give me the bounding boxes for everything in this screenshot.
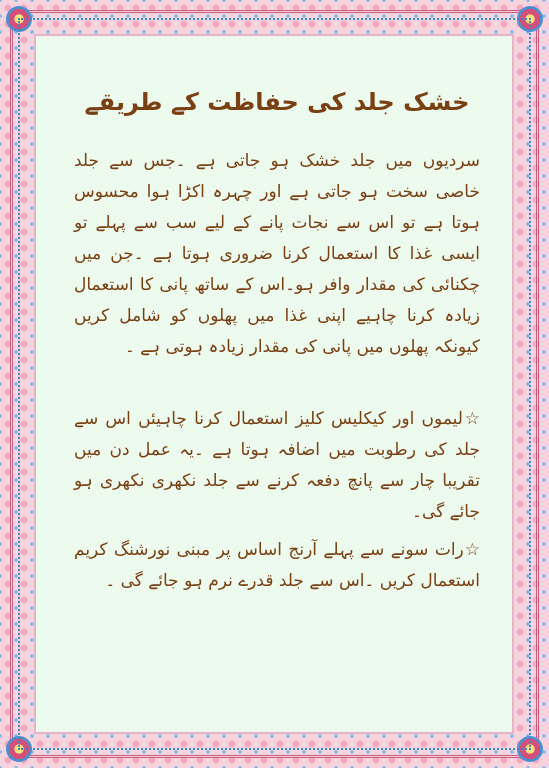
flower-ornament-icon (517, 6, 543, 32)
flower-ornament-icon (517, 736, 543, 762)
paragraph-intro: سردیوں میں جلد خشک ہو جاتی ہے ۔جس سے جلد خاصی سخت ہو جاتی ہے اور چہرہ اکڑا ہوا محسوس ہوتا ہے تو اس سے نجات پانے کے لیے سب سے پہلے تو ایسی غذا کا استعمال کرنا ضروری ہوتا ہے ۔جن میں چکنائی کی مقدار وافر ہو۔اس کے ساتھ پانی کا استعمال زیادہ کرنا چاہیے اپنی غذا میں پھلوں کو شامل کریں کیونکہ پھلوں میں پانی کی مقدار زیادہ ہوتی ہے ۔ (74, 151, 480, 357)
flower-ornament-icon (6, 736, 32, 762)
paragraph-tip-lemon: ☆لیموں اور کیکلیس کلیز استعمال کرنا چاہیئں اس سے جلد کی رطوبت میں اضافہ ہوتا ہے ۔یہ عمل دن میں تقریبا چار سے پانچ دفعہ کرنے سے جلد نکھری نکھری ہو جائے گی۔ (74, 409, 480, 522)
paragraph-tip-night-cream: ☆رات سونے سے پہلے آرنج اساس پر مبنی نورشنگ کریم استعمال کریں ۔اس سے جلد قدرے نرم ہو جائے گی ۔ (74, 540, 480, 591)
page-title: خشک جلد کی حفاظت کے طریقے (84, 88, 470, 116)
content-panel (34, 34, 514, 734)
flower-ornament-icon (6, 6, 32, 32)
